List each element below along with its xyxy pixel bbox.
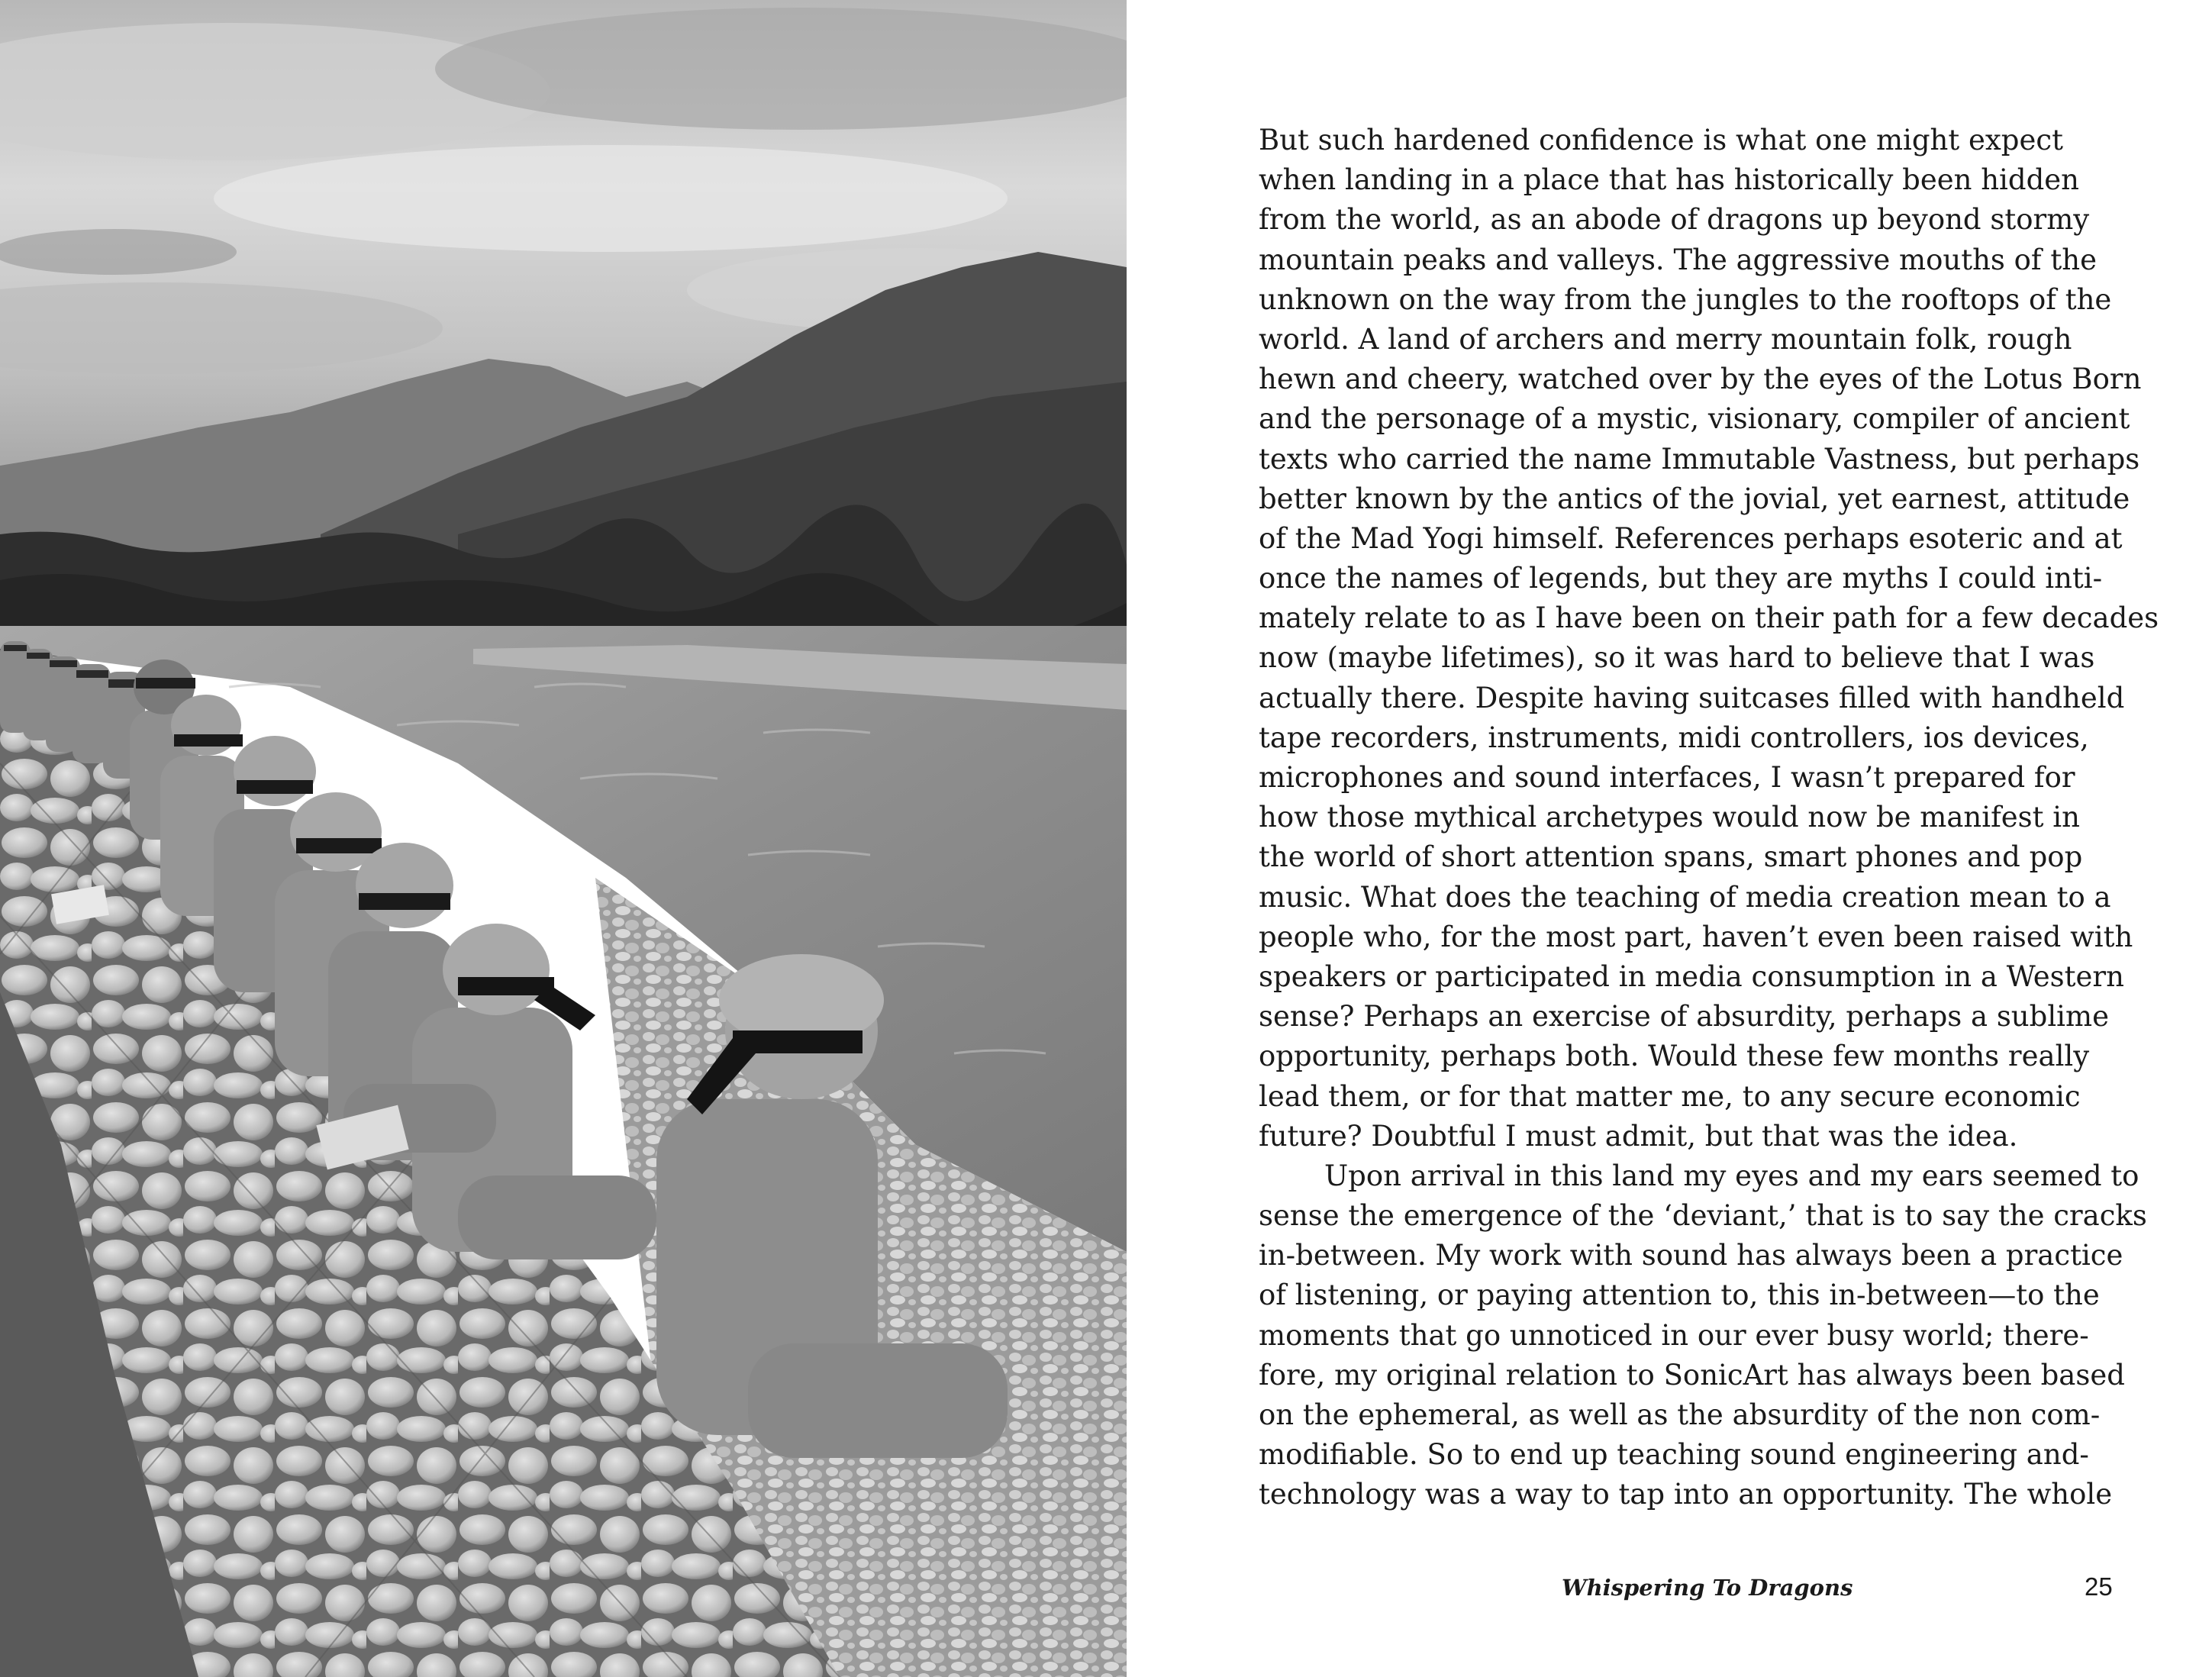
text-line: But such hardened confidence is what one might expect [1259,124,2063,156]
text-line: moments that go unnoticed in our ever busy world; there- [1259,1318,2089,1352]
text-line: the world of short attention spans, smart phones and pop [1259,840,2083,874]
running-title: Whispering To Dragons [1562,1575,1853,1601]
text-line: lead them, or for that matter me, to any secure economic [1259,1079,2081,1113]
text-line: tape recorders, instruments, midi controllers, ios devices, [1259,721,2089,754]
text-line: modifiable. So to end up teaching sound engineering and- [1259,1438,2089,1472]
paragraph-first-line: Upon arrival in this land my eyes and my ears seemed to [1324,1159,2139,1192]
text-line: hewn and cheery, watched over by the eyes of the Lotus Born [1259,363,2142,396]
text-line: fore, my original relation to SonicArt has always been based [1259,1358,2125,1392]
text-line: better known by the antics of the jovial, yet earnest, attitude [1259,482,2130,515]
text-line: how those mythical archetypes would now be manifest in [1259,801,2080,834]
text-line: people who, for the most part, haven’t even been raised with [1259,920,2133,953]
text-line: of listening, or paying attention to, this in-between—to the [1259,1279,2100,1312]
text-line: speakers or participated in media consumption in a Western [1259,959,2124,993]
text-line: world. A land of archers and merry mountain folk, rough [1259,322,2072,356]
text-line: opportunity, perhaps both. Would these few months really [1259,1040,2090,1073]
text-line: in-between. My work with sound has always been a practice [1259,1239,2123,1272]
text-line: sense the emergence of the ‘deviant,’ that is to say the cracks [1259,1199,2147,1233]
text-line: mately relate to as I have been on their path for a few decades [1259,601,2159,635]
text-line: now (maybe lifetimes), so it was hard to believe that I was [1259,641,2095,675]
text-line: microphones and sound interfaces, I wasn’t prepared for [1259,761,2075,794]
text-page [1127,0,2212,1677]
page-number: 25 [2085,1572,2113,1601]
text-line: future? Doubtful I must admit, but that was the idea. [1259,1119,2018,1153]
text-line: mountain peaks and valleys. The aggressive mouths of the [1259,243,2097,276]
body-text [1259,121,2159,1515]
text-line: sense? Perhaps an exercise of absurdity, perhaps a sublime [1259,1000,2109,1034]
text-line: on the ephemeral, as well as the absurdity of the non com- [1259,1398,2101,1431]
text-line: and the personage of a mystic, visionary, compiler of ancient [1259,402,2130,436]
text-line: texts who carried the name Immutable Vastness, but perhaps [1259,442,2140,476]
text-line: technology was a way to tap into an opportunity. The whole [1259,1478,2113,1511]
text-line: actually there. Despite having suitcases filled with handheld [1259,681,2125,714]
text-line: when landing in a place that has historically been hidden [1259,163,2079,197]
text-line: unknown on the way from the jungles to the rooftops of the [1259,282,2112,316]
text-line: from the world, as an abode of dragons up beyond stormy [1259,203,2090,237]
text-line: music. What does the teaching of media creation mean to a [1259,880,2111,914]
text-line: of the Mad Yogi himself. References perhaps esoteric and at [1259,521,2123,555]
text-line: once the names of legends, but they are myths I could inti- [1259,562,2103,595]
